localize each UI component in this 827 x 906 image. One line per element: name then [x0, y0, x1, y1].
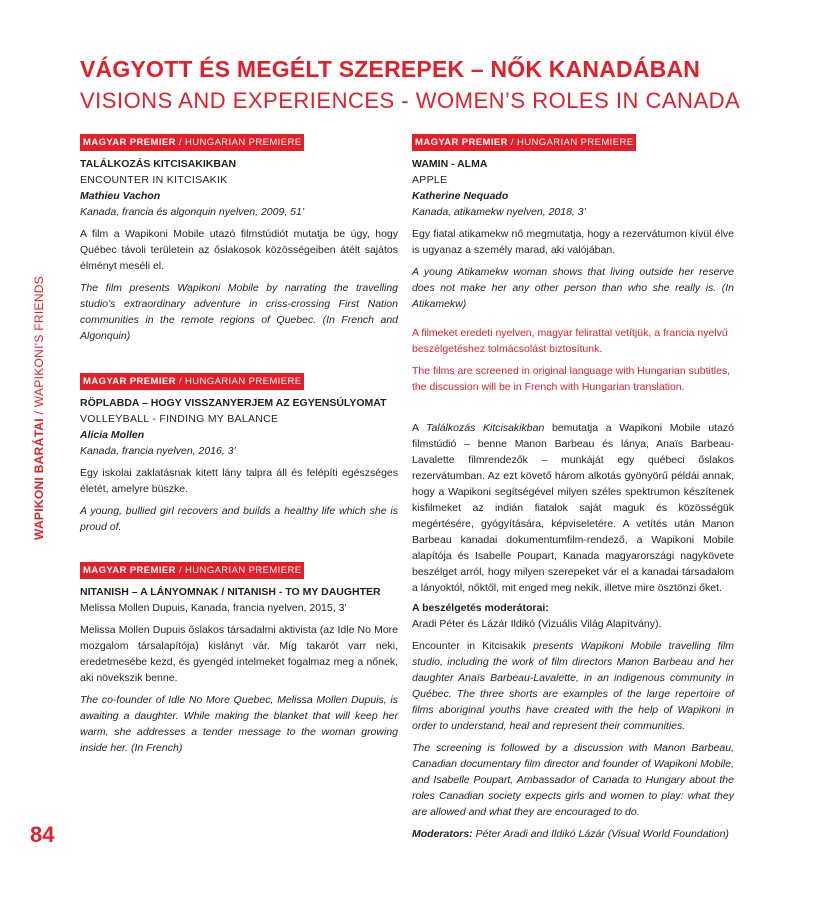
- page-title-en: VISIONS AND EXPERIENCES - WOMEN’S ROLES IN CANADA: [80, 88, 741, 113]
- premiere-badge: MAGYAR PREMIER / HUNGARIAN PREMIERE: [80, 134, 304, 151]
- film-description-en: The film presents Wapikoni Mobile by narrating the travelling studio’s extraordinary adventure in criss-crossing First Nation communities in the remote regions of Quebec. (In French and Algonquin): [80, 282, 398, 342]
- moderator-heading: A beszélgetés moderátorai:: [412, 602, 549, 614]
- film-title: NITANISH – A LÁNYOMNAK / NITANISH - TO MY DAUGHTER: [80, 586, 381, 598]
- film-entry-2: [80, 373, 398, 535]
- premiere-badge: MAGYAR PREMIER / HUNGARIAN PREMIERE: [80, 373, 304, 390]
- film-description-en: The co-founder of Idle No More Quebec, Melissa Mollen Dupuis, is awaiting a daughter. While making the blanket that will keep her warm, she addresses a tender message to the woman growing inside her. (In French): [80, 694, 398, 754]
- intro-en: Encounter in Kitcisakik presents Wapikoni Mobile travelling film studio, including the work of film directors Manon Barbeau and her daughter Anaïs Barbeau-Lavalette, in an indigenous community in Québec. The three shorts are examples of the large repertoire of films aboriginal youths have created with the help of Wapikoni in order to understand, heal and represent their communities.: [412, 640, 734, 732]
- film-title-en: VOLLEYBALL - FINDING MY BALANCE: [80, 413, 279, 425]
- film-meta: Kanada, atikamekw nyelven, 2018, 3’: [412, 206, 586, 218]
- film-title-hu: TALÁLKOZÁS KITCISAKIKBAN: [80, 158, 237, 170]
- film-entry-3: [80, 562, 398, 756]
- film-description-en: A young, bullied girl recovers and builds a healthy life which she is proud of.: [80, 505, 398, 533]
- premiere-badge: MAGYAR PREMIER / HUNGARIAN PREMIERE: [80, 562, 304, 579]
- film-title-en: APPLE: [412, 174, 448, 186]
- film-description-hu: A film a Wapikoni Mobile utazó filmstúdiót mutatja be úgy, hogy Québec távoli területein az őslakosok közösségeiben átélt sajátos élményt meséli el.: [80, 228, 398, 272]
- film-meta: Kanada, francia és algonquin nyelven, 2009, 51’: [80, 206, 305, 218]
- film-meta: Melissa Mollen Dupuis, Kanada, francia nyelven, 2015, 3’: [80, 602, 347, 614]
- film-description-en: A young Atikamekw woman shows that living outside her reserve does not make her any other person than who she really is. (In Atikamekw): [412, 266, 734, 310]
- film-meta: Kanada, francia nyelven, 2016, 3’: [80, 445, 236, 457]
- film-description-hu: Egy fiatal atikamekw nő megmutatja, hogy a rezervátumon kívül élve is ugyanaz a személy marad, aki valójában.: [412, 228, 734, 256]
- film-description-hu: Melissa Mollen Dupuis őslakos társadalmi aktivista (az Idle No More mozgalom társalapítója) kislányt vár. Míg takarót varr neki, eredetmesébe kezd, és gyengéd intelmeket fogalmaz meg a nőnek, aki növekszik benne.: [80, 624, 398, 684]
- film-director: Alicia Mollen: [80, 429, 145, 441]
- film-director: Mathieu Vachon: [80, 190, 161, 202]
- film-director: Katherine Nequado: [412, 190, 509, 202]
- moderator-names: Aradi Péter és Lázár Ildikó (Vizuális Világ Alapítvány).: [412, 618, 662, 630]
- film-title-hu: WAMIN - ALMA: [412, 158, 488, 170]
- moderators-en: Moderators: Péter Aradi and Ildikó Lázár (Visual World Foundation): [412, 828, 729, 840]
- notice-hu: A filmeket eredeti nyelven, magyar felirattal vetítjük, a francia nyelvű beszélgetéshez tolmácsolást biztosítunk.: [412, 327, 728, 355]
- film-entry-4: [412, 134, 734, 312]
- side-label-hu: WAPIKONI BARÁTAI: [32, 418, 46, 540]
- side-label-separator: /: [32, 407, 46, 419]
- discussion-en: The screening is followed by a discussion with Manon Barbeau, Canadian documentary film director and founder of Wapikoni Mobile, and Isabelle Poupart, Ambassador of Canada to Hungary about the roles Canadian society expects girls and women to play: what they are allowed and what they are encouraged to do.: [412, 742, 734, 818]
- premiere-badge: MAGYAR PREMIER / HUNGARIAN PREMIERE: [412, 134, 636, 151]
- side-label-en: WAPIKONI'S FRIENDS: [32, 275, 46, 408]
- page-number: 84: [30, 822, 55, 847]
- film-title-en: ENCOUNTER IN KITCISAKIK: [80, 174, 228, 186]
- film-entry-1: [80, 134, 398, 344]
- film-description-hu: Egy iskolai zaklatásnak kitett lány talpra áll és felépíti egészséges életét, amelyre büszke.: [80, 467, 398, 495]
- screening-notice: [412, 325, 734, 395]
- intro-hu: A Találkozás Kitcisakikban bemutatja a Wapikoni Mobile utazó filmstúdió – benne Manon Barbeau és lánya, Anaïs Barbeau-Lavalette filmrendezők – munkáját egy québeci őslakos rezervátumban. Az ezt követő három alkotás gyönyörű példái annak, hogy a Wapikoni segítségével milyen széles spektrumon készítenek kisfilmeket az indián fiatalok saját maguk és közösségük megértésére, gyógyítására, képviseletére. A vetítés után Manon Barbeau kanadai dokumentumfilm-rendező, a Wapikoni Mobile alapítója és Isabelle Poupart, Kanada magyarországi nagykövete beszélget arról, hogy milyen szerepeket vár el a kanadai társadalom a lányoktól, nőktől, mit enged meg nekik, illetve mire ösztönzi őket.: [412, 422, 735, 594]
- notice-en: The films are screened in original language with Hungarian subtitles, the discussion will be in French with Hungarian translation.: [412, 365, 731, 393]
- film-title-hu: RÖPLABDA – HOGY VISSZANYERJEM AZ EGYENSÚLYOMAT: [80, 397, 387, 409]
- program-description: [412, 420, 734, 842]
- side-label: [30, 275, 50, 540]
- page-title-hu: VÁGYOTT ÉS MEGÉLT SZEREPEK – NŐK KANADÁBAN: [80, 56, 701, 82]
